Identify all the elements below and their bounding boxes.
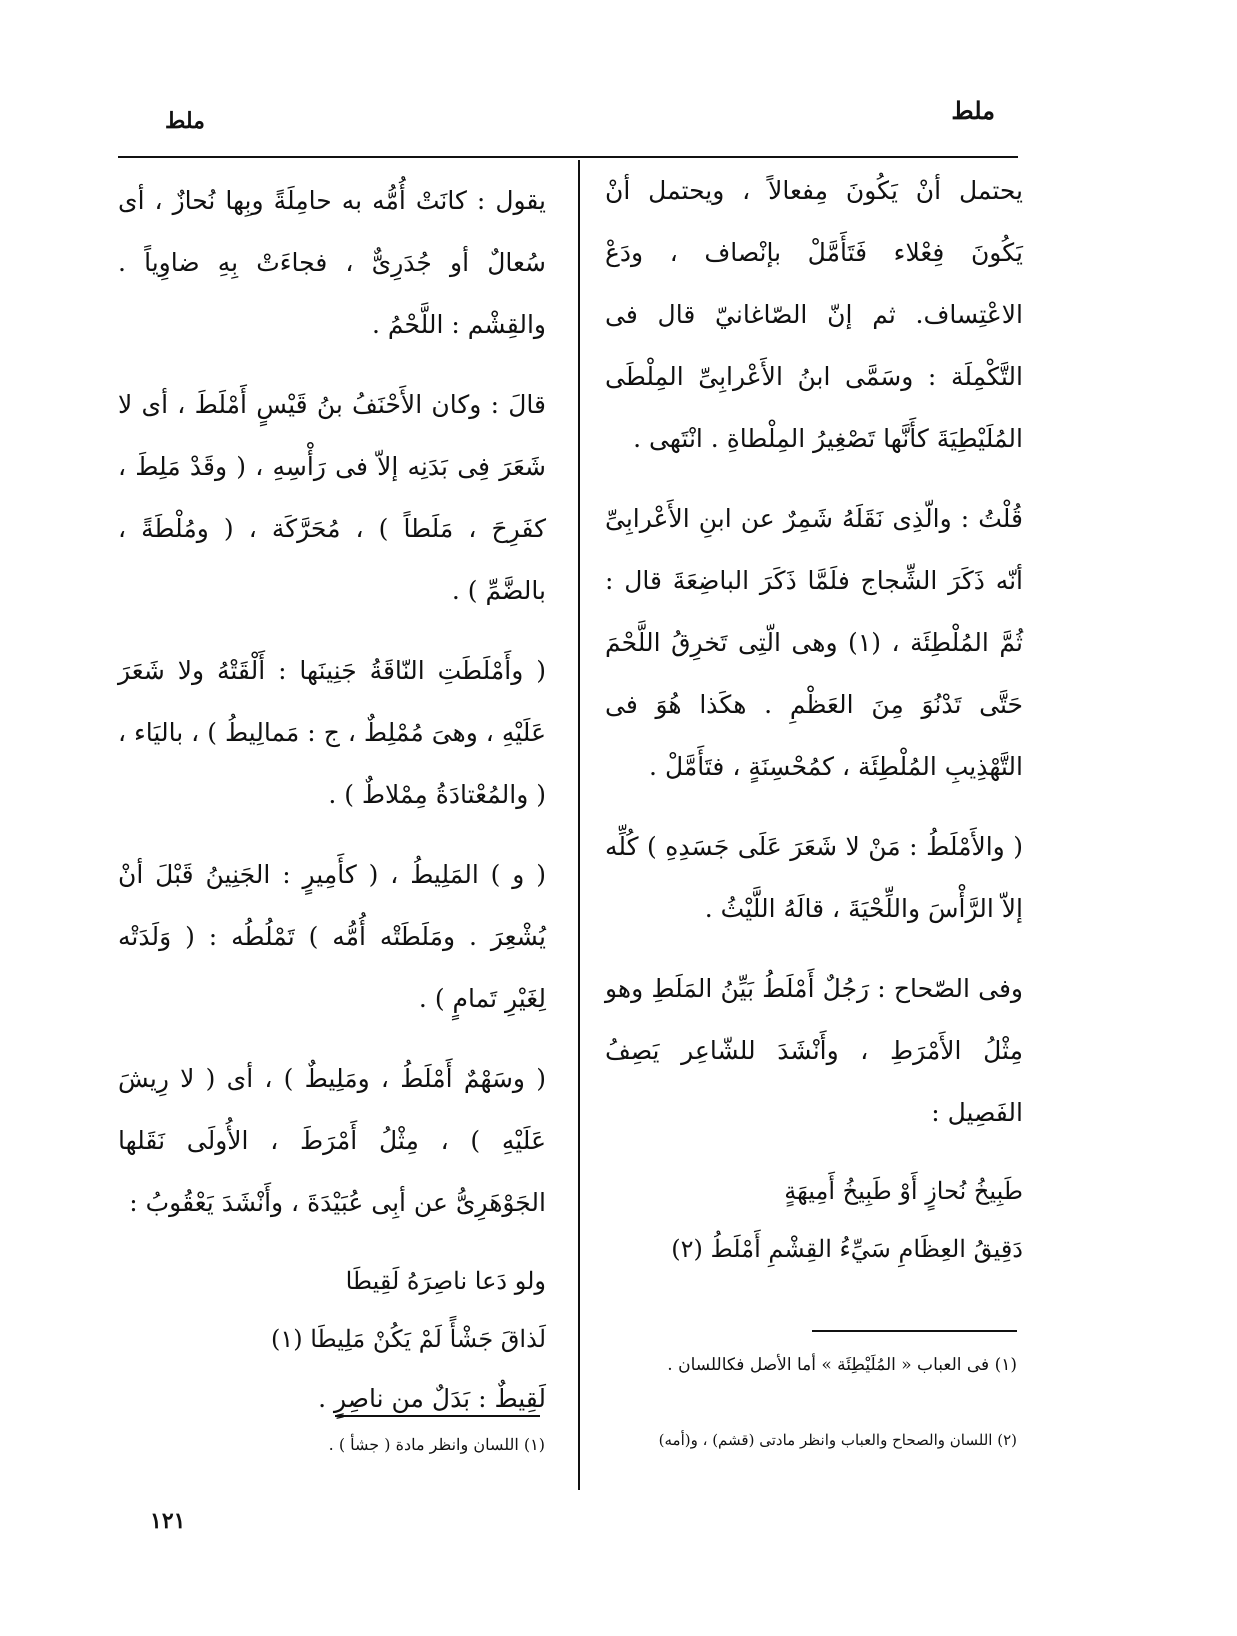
left-paragraph: ( وأَمْلَطَتِ النّاقَةُ جَنِينَها : أَلْقَتْهُ ولا شَعَرَ عَلَيْهِ ، وهىَ مُمْلِطٌ ، ج : مَمالِيطُ ) ، باليَاء ، ( والمُعْتادَةُ مِمْلاطٌ ) . [118,656,546,809]
verse-line: طَبِيخُ نُحازٍ أَوْ طَبِيخُ أَمِيهَةٍ [784,1177,1023,1205]
right-paragraph: قُلْتُ : والّذِى نَقَلَهُ شَمِرٌ عن ابنِ الأَعْرابِىِّ أنّه ذَكَرَ الشِّجاج فلَمَّا ذَكَرَ الباضِعَةَ قال : ثُمَّ المُلْطِئَة ، (١) وهى الّتِى تَخرِقُ اللَّحْمَ حَتَّى تَدْنُوَ مِنَ العَظْمِ . هكَذا هُوَ فى التَّهْذِيبِ المُلْطِئَة ، كمُحْسِنَةٍ ، فتَأَمَّلْ . [605,504,1023,781]
left-paragraph: ( و ) المَلِيطُ ، ( كأَمِيرٍ : الجَنِينُ قَبْلَ أنْ يُشْعِرَ . ومَلَطَتْه أُمُّه ) تَمْلُطُه : ( وَلَدَتْه لِغَيْرِ تَمامٍ ) . [118,860,546,1013]
footnote-left-1: (١) اللسان وانظر مادة ( جشأ ) . [328,1435,545,1454]
footnote-right-1: (١) فى العباب « المُلَيْطِئَة » أما الأصل فكاللسان . [667,1355,1017,1375]
left-column [118,170,546,1448]
right-paragraph: يحتمل أنْ يَكُونَ مِفعالاً ، ويحتمل أنْ يَكُونَ فِعْلاء فَتَأَمَّلْ بإنْصاف ، ودَعْ الاعْتِساف. ثم إنّ الصّاغانيّ قال فى التَّكْمِلَة : وسَمَّى ابنُ الأَعْرابِىِّ المِلْطَى المُلَيْطِيَةَ كأَنَّها تَصْغِيرُ المِلْطاةِ . انْتَهى . [605,176,1023,453]
right-column [605,160,1023,1278]
page-number: ١٢١ [150,1508,186,1534]
left-verse [118,1252,546,1368]
top-rule [118,156,1018,158]
left-paragraph: قالَ : وكان الأَحْنَفُ بنُ قَيْسٍ أَمْلَطَ ، أى لا شَعَرَ فِى بَدَنِه إلاّ فى رَأْسِهِ ، ( وقَدْ مَلِطَ ، كفَرِحَ ، مَلَطاً ) ، مُحَرَّكَة ، ( ومُلْطَةً ، بالضَّمِّ ) . [118,390,546,605]
column-divider [578,160,580,1490]
left-paragraph: ( وسَهْمٌ أَمْلَطُ ، ومَلِيطٌ ) ، أى ( لا رِيشَ عَلَيْهِ ) ، مِثْلُ أَمْرَطَ ، الأُولَى نَقَلها الجَوْهَرِىُّ عن أبِى عُبَيْدَةَ ، وأَنْشَدَ يَعْقُوبُ : [118,1064,546,1217]
header-left-title: ملط [165,108,205,134]
footnote-right-2: (٢) اللسان والصحاح والعباب وانظر مادتى (قشم) ، و(أمه) [658,1431,1017,1449]
footnote-rule-right [812,1330,1017,1332]
footnote-rule-left [335,1415,540,1417]
verse-line: لَذاقَ جَشْأً لَمْ يَكُنْ مَلِيطَا (١) [270,1325,546,1353]
right-paragraph: وفى الصّحاح : رَجُلٌ أَمْلَطُ بَيِّنُ المَلَطِ وهو مِثْلُ الأَمْرَطِ ، وأَنْشَدَ للشّاعِر يَصِفُ الفَصِيل : [605,974,1023,1127]
verse-line: دَقِيقُ العِظَامِ سَيِّءُ القِشْمِ أَمْلَطُ (٢) [671,1235,1023,1263]
left-paragraph: يقول : كانَتْ أُمُّه به حامِلَةً وبِها نُحازٌ ، أى سُعالٌ أو جُدَرِىٌّ ، فجاءَتْ بِهِ ضاوِياً . والقِشْم : اللَّحْمُ . [118,186,546,339]
header-right-title: ملط [951,96,995,125]
verse-line: ولو دَعا ناصِرَهُ لَقِيطَا [345,1267,546,1295]
left-after-verse: لَقِيطٌ : بَدَلٌ من ناصِرٍ . [318,1384,546,1413]
right-verse [605,1162,1023,1278]
right-paragraph: ( والأَمْلَطُ : مَنْ لا شَعَرَ عَلَى جَسَدِهِ ) كُلِّه إلاّ الرَّأْسَ واللِّحْيَةَ ، قالَهُ اللَّيْثُ . [605,832,1023,923]
